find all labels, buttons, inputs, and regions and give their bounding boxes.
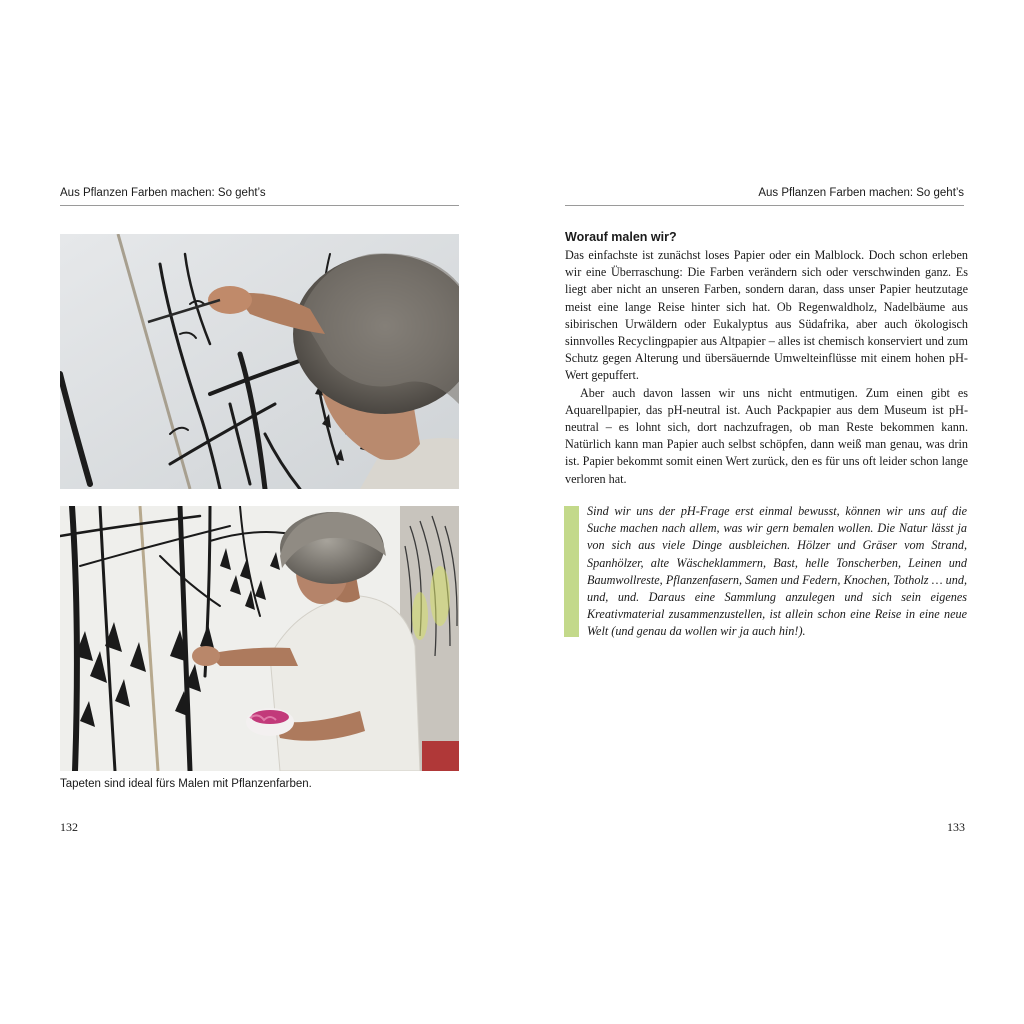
right-page <box>512 0 1024 1024</box>
paragraph: Das einfachste ist zunächst loses Papier oder ein Malblock. Doch schon erleben wir eine Überraschung: Die Farben verändern sich oder verschwinden ganz. Es liegt aber nicht an unseren Farben, sondern daran, dass unser Papier heutzutage meist eine lange Reise hinter sich hat. Ob Regenwaldholz, Nadelbäume aus sibirischen Urwäldern oder Eukalyptus aus Südafrika, aber auch ökologisch sinnvolles Recyclingpapier aus Altpapier – alles ist chemisch konserviert und zum Schutz gegen Alterung und übersäuernde Umwelteinflüsse mit einem hohen pH-Wert gepuffert. <box>565 248 968 383</box>
photo-painter-closeup <box>60 234 459 489</box>
page-number: 133 <box>947 820 965 834</box>
section-heading: Worauf malen wir? <box>565 230 677 244</box>
body-text <box>565 247 968 488</box>
photo-painter-at-wall <box>60 506 459 771</box>
running-head: Aus Pflanzen Farben machen: So geht’s <box>565 185 964 206</box>
page-number: 132 <box>60 820 78 834</box>
pull-quote: Sind wir uns der pH-Frage erst einmal bewusst, können wir uns auf die Suche machen nach allem, was wir gern bemalen wollen. Die Natur lässt ja von sich aus viele Dinge ausbleichen. Hölzer und Gräser vom Strand, Spanhölzer, alte Wäscheklammern, Bast, helle Tonscherben, Leinen und Baumwollreste, Pflanzenfasern, Samen und Federn, Knochen, Totholz … und, und, und. Daraus eine Sammlung anzulegen und sich sein eigenes Kreativmaterial zusammenzustellen, ist allein schon eine Reise in eine neue Welt (und genau da wollen wir ja auch hin!). <box>587 504 967 639</box>
photo-caption: Tapeten sind ideal fürs Malen mit Pflanzenfarben. <box>60 778 312 790</box>
quote-accent-bar <box>564 506 579 637</box>
running-head: Aus Pflanzen Farben machen: So geht’s <box>60 185 459 206</box>
paragraph: Aber auch davon lassen wir uns nicht entmutigen. Zum einen gibt es Aquarellpapier, das pH-neutral ist. Auch Packpapier aus dem Museum ist pH-neutral – es lohnt sich, dort nachzufragen, ob man Reste bekommen kann. Natürlich kann man Papier auch selbst schöpfen, dann weiß man genau, was drin ist. Papier bekommt somit einen Wert zurück, den es für uns oft leider schon lange verloren hat. <box>565 385 968 486</box>
